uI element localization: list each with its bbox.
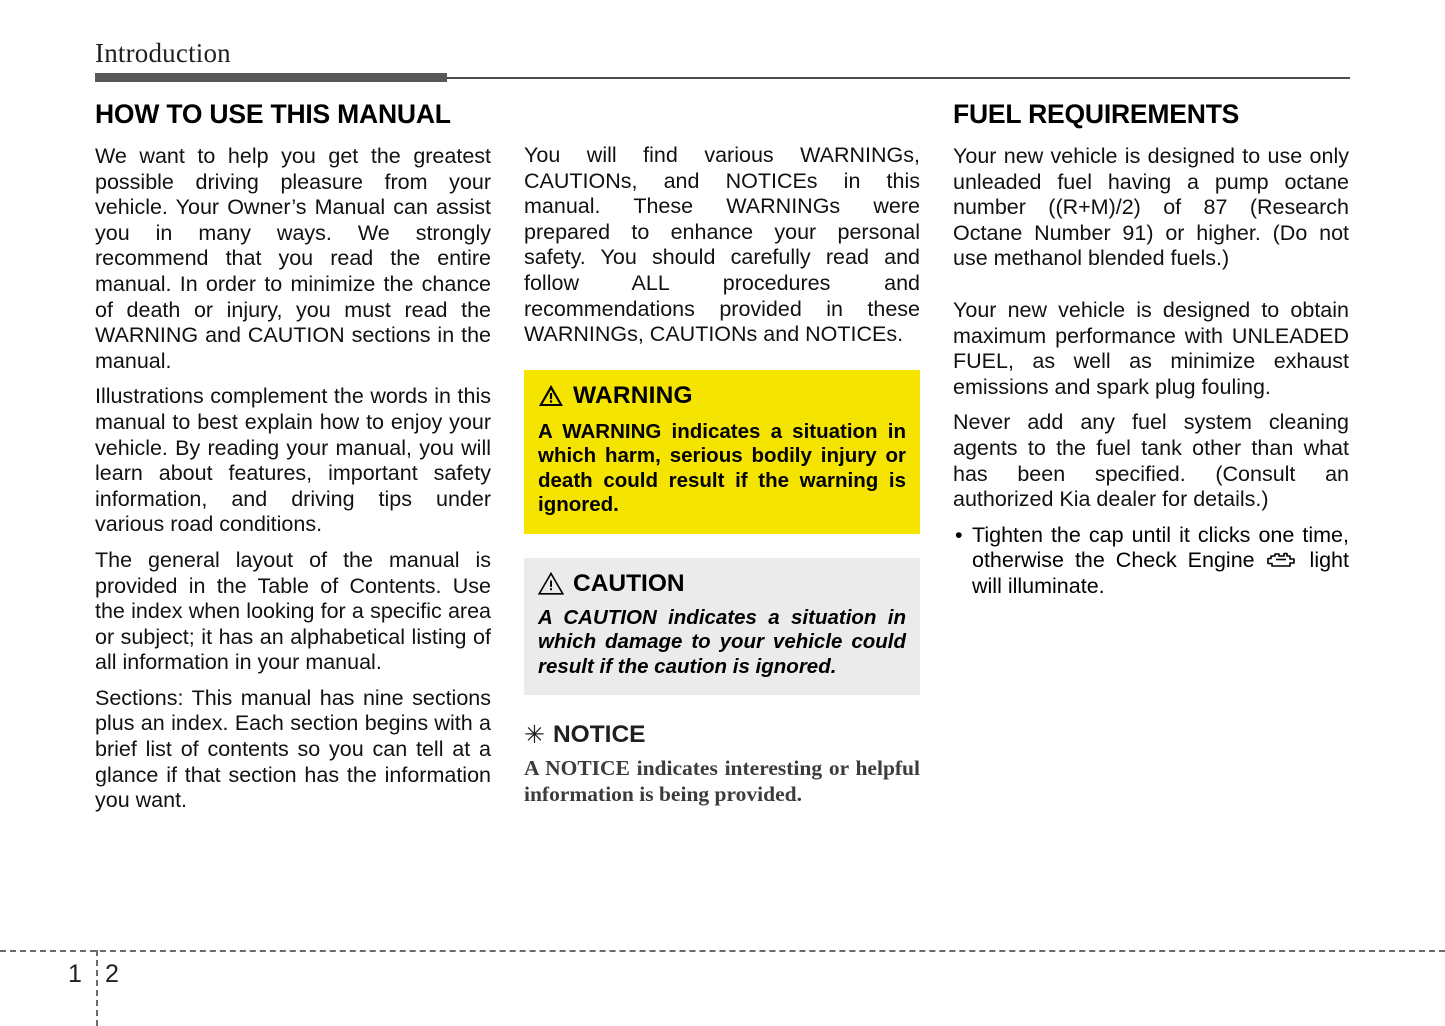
caution-title: CAUTION xyxy=(573,569,685,597)
paragraph: Your new vehicle is designed to obtain maximum performance with UNLEADED FUEL, as well as minimize exhaust emissions and spark plug fouling. xyxy=(953,297,1349,399)
section-heading-how-to-use: HOW TO USE THIS MANUAL xyxy=(95,99,451,129)
footer-dashed-divider xyxy=(96,950,98,1026)
warning-triangle-icon xyxy=(538,384,564,407)
warning-header xyxy=(538,382,906,410)
warning-title: WARNING xyxy=(573,381,693,409)
caution-box xyxy=(524,558,920,696)
notice-text: A NOTICE indicates interesting or helpful information is being provided. xyxy=(524,756,920,807)
page-title: Introduction xyxy=(95,38,231,68)
paragraph: Illustrations complement the words in this manual to best explain how to enjoy your vehicle. By reading your manual, you will learn about features, important safety information, and driving tips under various road conditions. xyxy=(95,384,491,537)
header-rule-thick xyxy=(95,73,447,82)
bullet-text-after: light will illuminate. xyxy=(972,548,1349,598)
paragraph: Never add any fuel system cleaning agents to the fuel tank other than what has been specified. (Consult an authorized Kia dealer for details.) xyxy=(953,410,1349,512)
paragraph: Sections: This manual has nine sections plus an index. Each section begins with a brief list of contents so you can tell at a glance if that section has the information you want. xyxy=(95,685,491,813)
content-columns xyxy=(95,99,1353,814)
footer-page-number: 2 xyxy=(105,960,119,988)
paragraph: Your new vehicle is designed to use only unleaded fuel having a pump octane number ((R+M)/2) of 87 (Research Octane Number 91) or higher. (Do not use methanol blended fuels.) xyxy=(953,144,1349,271)
footer-section-number: 1 xyxy=(68,960,82,988)
bullet-list xyxy=(953,523,1349,600)
paragraph: We want to help you get the greatest possible driving pleasure from your vehicle. Your Owner’s Manual can assist you in many ways. We strongly recommend that you read the entire manual. In order to minimize the chance of death or injury, you must read the WARNING and CAUTION sections in the manual. xyxy=(95,144,491,373)
paragraph: The general layout of the manual is provided in the Table of Contents. Use the index when looking for a specific area or subject; it has an alphabetical listing of all information in your manual. xyxy=(95,547,491,675)
section-heading-fuel-requirements: FUEL REQUIREMENTS xyxy=(953,99,1240,129)
warning-box xyxy=(524,370,920,534)
header-rule-group xyxy=(95,73,1350,82)
caution-header xyxy=(538,570,906,598)
notice-header xyxy=(524,721,920,749)
bullet-text-before: Tighten the cap until it clicks one time, otherwise the Check Engine xyxy=(972,522,1349,573)
caution-triangle-icon xyxy=(538,572,564,595)
page-footer xyxy=(0,950,1445,1026)
caution-text: A CAUTION indicates a situation in which damage to your vehicle could result if the caution is ignored. xyxy=(538,605,906,678)
column-right xyxy=(953,99,1349,814)
column-middle xyxy=(524,99,920,814)
notice-title: NOTICE xyxy=(552,721,646,749)
check-engine-icon xyxy=(1266,551,1296,570)
list-item xyxy=(953,523,1349,600)
notice-block xyxy=(524,721,920,807)
page-header xyxy=(95,38,1350,82)
paragraph: You will find various WARNINGs, CAUTIONs, and NOTICEs in this manual. These WARNINGs were prepared to enhance your personal safety. You should carefully read and follow ALL procedures and recommendations provided in these WARNINGs, CAUTIONs and NOTICEs. xyxy=(524,143,920,347)
warning-text: A WARNING indicates a situation in which harm, serious bodily injury or death could result if the warning is ignored. xyxy=(538,419,906,517)
footer-dashed-rule xyxy=(0,950,1445,952)
asterisk-icon: ✳ xyxy=(524,720,545,749)
column-left xyxy=(95,99,491,814)
